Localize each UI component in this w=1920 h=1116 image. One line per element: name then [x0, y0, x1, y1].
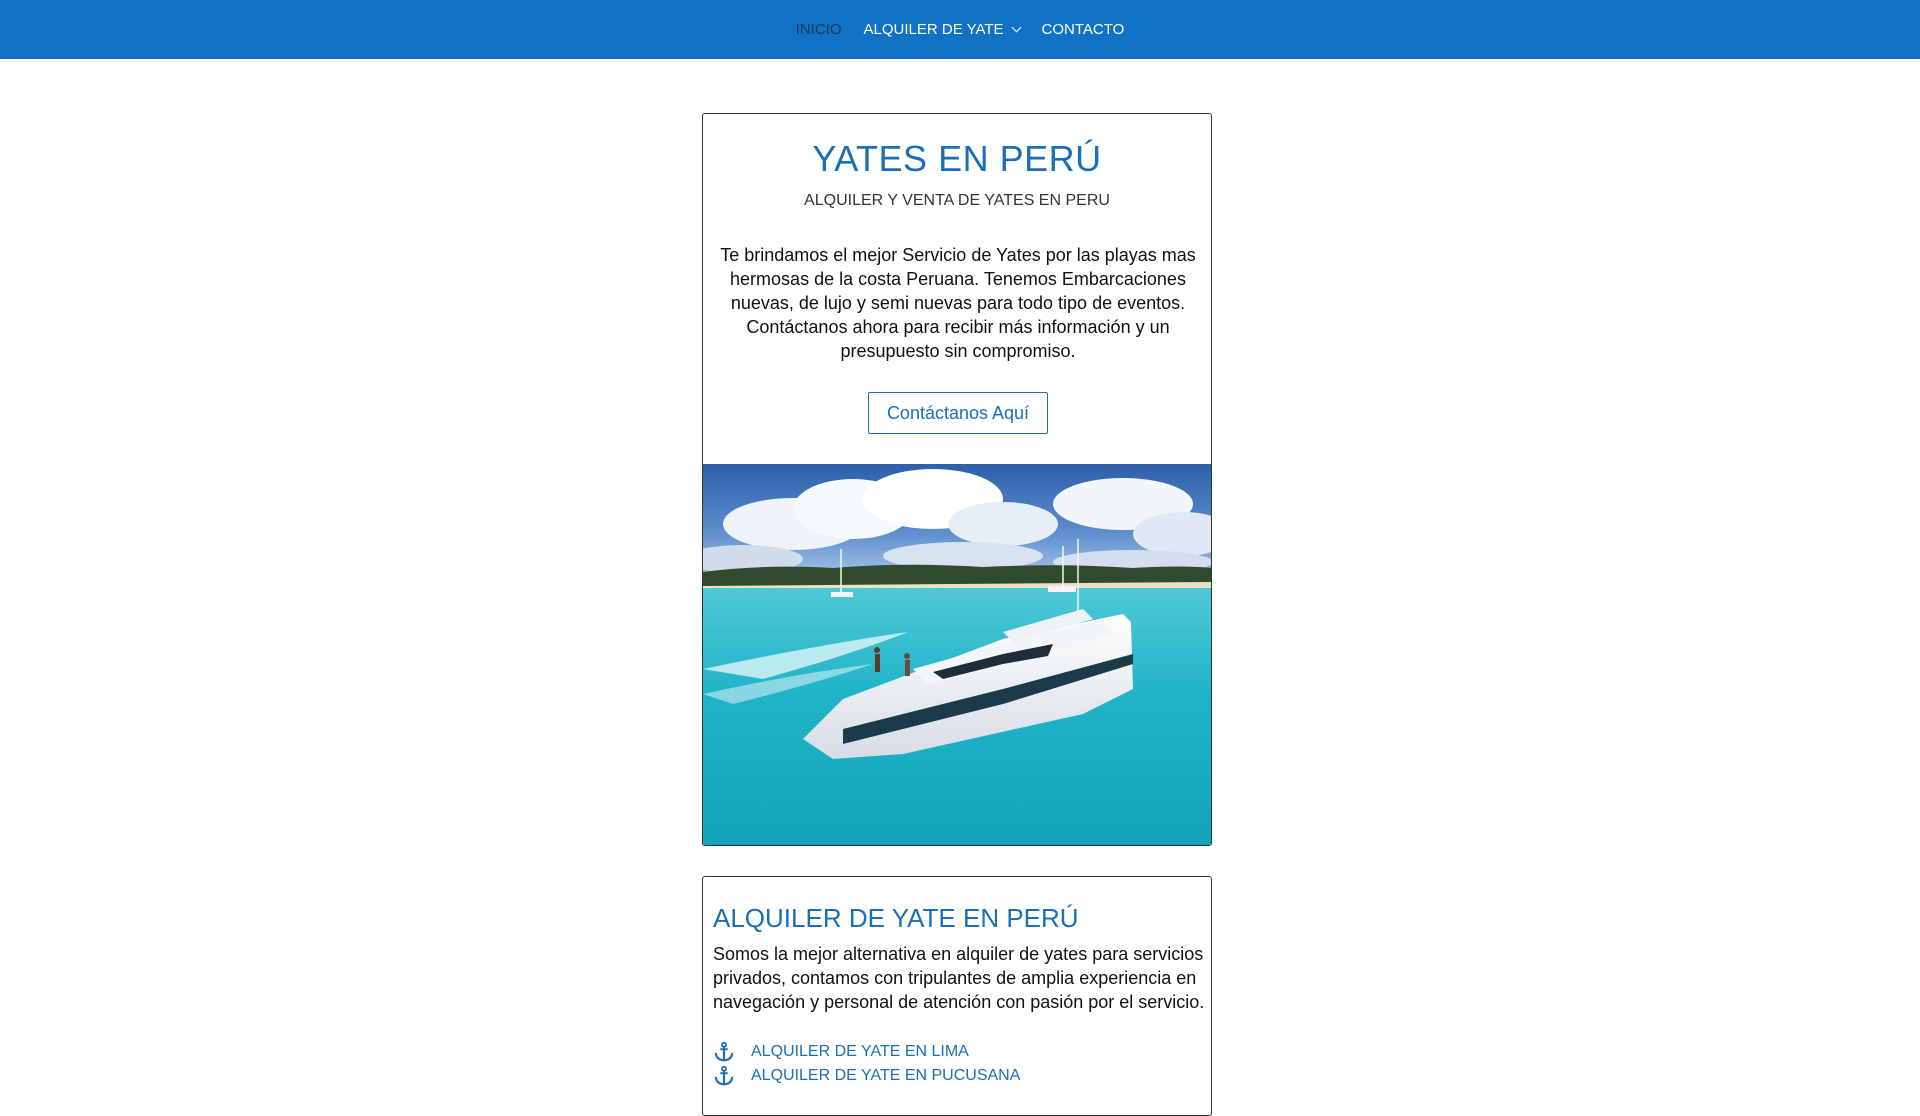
anchor-icon [713, 1065, 735, 1087]
rental-link-pucusana[interactable] [713, 1064, 1020, 1088]
contact-button[interactable]: Contáctanos Aquí [868, 392, 1048, 434]
page-subtitle: ALQUILER Y VENTA DE YATES EN PERU [804, 192, 1110, 209]
rental-link-lima[interactable] [713, 1040, 1020, 1064]
top-navigation-bar [0, 0, 1920, 59]
section-description: Somos la mejor alternativa en alquiler de yates para servicios privados, contamos con tripulantes de amplia experiencia en navegación y personal de atención con pasión por el servicio. [713, 944, 1205, 1012]
chevron-down-icon [1011, 23, 1021, 33]
yacht-photo [703, 464, 1212, 846]
main-nav [0, 0, 1920, 59]
hero-description: Te brindamos el mejor Servicio de Yates por las playas mas hermosas de la costa Peruana. Tenemos Embarcaciones nuevas, de lujo y semi nuevas para todo tipo de eventos. Contáctanos ahora para recibir más información y un presupuesto sin compromiso. [720, 245, 1196, 361]
page-title: YATES EN PERÚ [812, 138, 1102, 179]
section-title: ALQUILER DE YATE EN PERÚ [713, 903, 1079, 933]
rental-link-label: ALQUILER DE YATE EN PUCUSANA [751, 1067, 1021, 1084]
anchor-icon [713, 1041, 735, 1063]
nav-item-contacto[interactable] [1042, 21, 1125, 38]
hero-card [702, 113, 1212, 846]
nav-item-label: INICIO [795, 21, 842, 38]
nav-item-alquiler-de-yate[interactable] [864, 21, 1020, 38]
nav-item-label: CONTACTO [1041, 21, 1125, 38]
rental-links [713, 1040, 1020, 1088]
rental-link-label: ALQUILER DE YATE EN LIMA [751, 1043, 969, 1060]
nav-item-label: ALQUILER DE YATE [863, 21, 1004, 38]
nav-item-inicio[interactable] [796, 21, 842, 38]
rental-card [702, 876, 1212, 1116]
